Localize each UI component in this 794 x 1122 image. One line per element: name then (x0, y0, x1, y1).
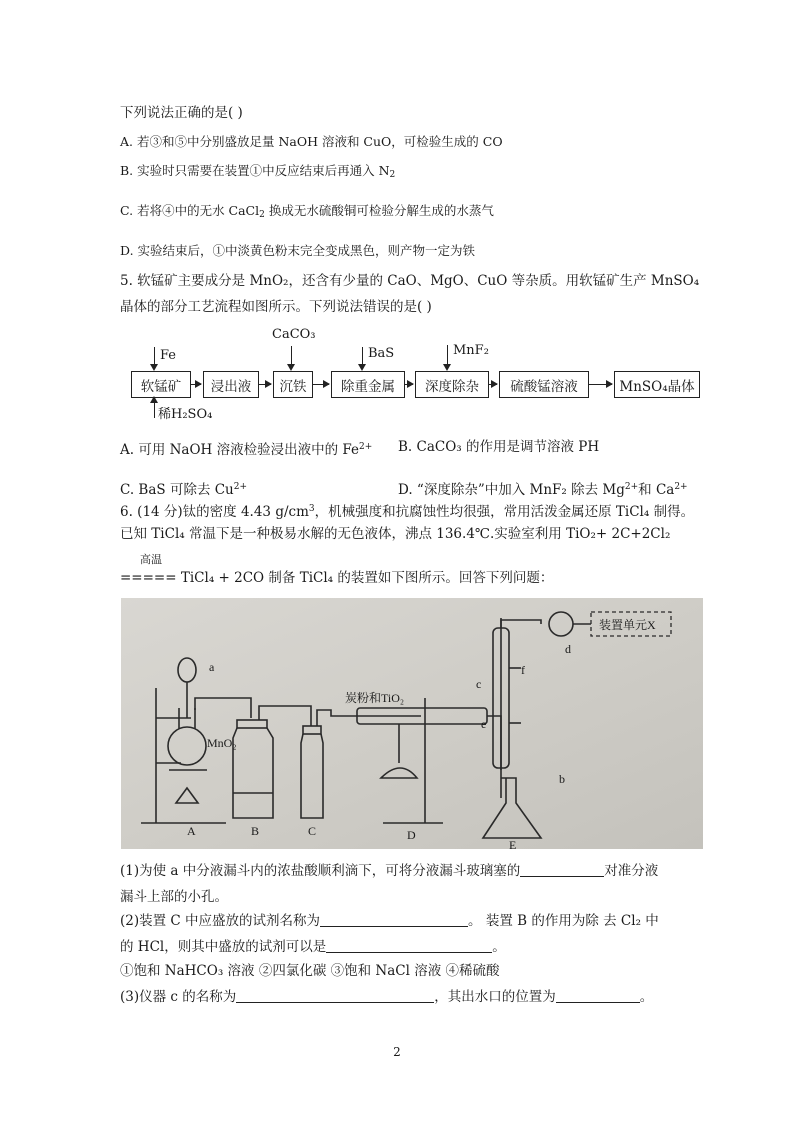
q4-option-a: A. 若③和⑤中分别盛放足量 NaOH 溶液和 CuO，可检验生成的 CO (120, 134, 503, 149)
q5-option-a: A. 可用 NaOH 溶液检验浸出液中的 $Fe^{2+}$ (120, 442, 373, 458)
q5-option-d: D. “深度除杂”中加入 MnF₂ 除去 $Mg^{2+}$和 $Ca^{2+}$ (398, 482, 688, 498)
q4-option-c: C. 若将④中的无水 CaCl$_2$ 换成无水硫酸铜可检验分解生成的水蒸气 (120, 203, 494, 220)
page-number: 2 (393, 1045, 401, 1059)
flow-arrow-1 (190, 384, 201, 385)
label-c: c (476, 677, 482, 691)
answer-blank-1[interactable] (520, 862, 604, 877)
flow-box-ore: 软锰矿 (131, 371, 191, 398)
q6-condition: 高温 (140, 553, 162, 566)
label-e: e (481, 717, 487, 731)
q5-stem-line2: 晶体的部分工艺流程如图所示。下列说法错误的是( ) (120, 299, 432, 315)
q6-sub3-line: (3)仪器 c 的名称为 ，其出水口的位置为 。 (120, 989, 654, 1005)
arrow-mnf2-down (447, 345, 448, 369)
label-C: C (308, 824, 317, 838)
reagent-mnf2: MnF₂ (453, 343, 489, 358)
reagent-caco3: CaCO₃ (272, 327, 316, 342)
flow-box-mnso4-solution: 硫酸锰溶液 (499, 371, 589, 398)
flow-box-leachate: 浸出液 (203, 371, 259, 398)
q6-sub2-line2: 的 HCl，则其中盛放的试剂可以是 。 (120, 939, 506, 955)
label-reagent-d: 炭粉和TiO₂ (345, 691, 405, 705)
q5-option-b: B. CaCO₃ 的作用是调节溶液 PH (398, 439, 600, 455)
arrow-fe-down (154, 347, 155, 369)
flow-box-iron-removal: 沉铁 (273, 371, 313, 398)
flow-box-mnso4-crystal: MnSO₄晶体 (614, 371, 700, 398)
q6-sub2-line1: (2)装置 C 中应盛放的试剂名称为 。 装置 B 的作用为除 去 Cl₂ 中 (120, 913, 659, 929)
label-A: A (187, 824, 196, 838)
q6-sub1-line2: 漏斗上部的小孔。 (120, 889, 228, 905)
flow-arrow-5 (488, 384, 497, 385)
q6-line1: 6. (14 分)钛的密度 4.43 $g/cm^3$，机械强度和抗腐蚀性均很强，常用活泼金属还原 TiCl₄ 制得。 (120, 504, 695, 520)
q4-option-b: B. 实验时只需要在装置①中反应结束后再通入 $N_2$ (120, 163, 396, 180)
answer-blank-3[interactable] (326, 938, 492, 953)
q4-option-d: D. 实验结束后，①中淡黄色粉末完全变成黑色，则产物一定为铁 (120, 243, 476, 258)
answer-blank-4[interactable] (236, 988, 434, 1003)
label-mno2: MnO₂ (207, 736, 237, 750)
reagent-h2so4: 稀H₂SO₄ (158, 407, 213, 422)
apparatus-photo (121, 598, 703, 849)
q6-line2: 已知 TiCl₄ 常温下是一种极易水解的无色液体，沸点 136.4℃.实验室利用 TiO₂+ 2C+2Cl₂ (120, 526, 671, 542)
flow-arrow-4 (404, 384, 413, 385)
arrow-bas-down (362, 347, 363, 369)
q4-stem: 下列说法正确的是( ) (120, 105, 243, 121)
label-f: f (521, 663, 525, 677)
q5-option-c: C. BaS 可除去 $Cu^{2+}$ (120, 482, 248, 498)
answer-blank-5[interactable] (556, 988, 640, 1003)
label-d: d (565, 642, 571, 656)
label-a: a (209, 660, 215, 674)
flow-box-deep-purify: 深度除杂 (415, 371, 489, 398)
flow-arrow-3 (312, 384, 329, 385)
q6-line3: ===== TiCl₄ + 2CO 制备 TiCl₄ 的装置如下图所示。回答下列问题： (120, 570, 554, 586)
label-D: D (407, 828, 416, 842)
flow-arrow-2 (258, 384, 271, 385)
flow-box-heavy-metal: 除重金属 (331, 371, 405, 398)
arrow-caco3-down (291, 346, 292, 369)
flow-arrow-6 (588, 384, 612, 385)
answer-blank-2[interactable] (320, 912, 468, 927)
label-E: E (509, 838, 517, 849)
q5-stem-line1: 5. 软锰矿主要成分是 MnO₂，还含有少量的 CaO、MgO、CuO 等杂质。用软锰矿生产 MnSO₄ (120, 273, 700, 289)
q6-sub2-choices: ①饱和 NaHCO₃ 溶液 ②四氯化碳 ③饱和 NaCl 溶液 ④稀硫酸 (120, 963, 500, 979)
label-B: B (251, 824, 260, 838)
arrow-h2so4-up (154, 398, 155, 418)
q6-sub1-line1: (1)为使 a 中分液漏斗内的浓盐酸顺利滴下，可将分液漏斗玻璃塞的 对准分液 (120, 863, 659, 879)
label-b: b (559, 772, 565, 786)
reagent-fe: Fe (160, 348, 177, 363)
reagent-bas: BaS (368, 346, 395, 361)
label-unit-x: 装置单元X (599, 618, 656, 632)
